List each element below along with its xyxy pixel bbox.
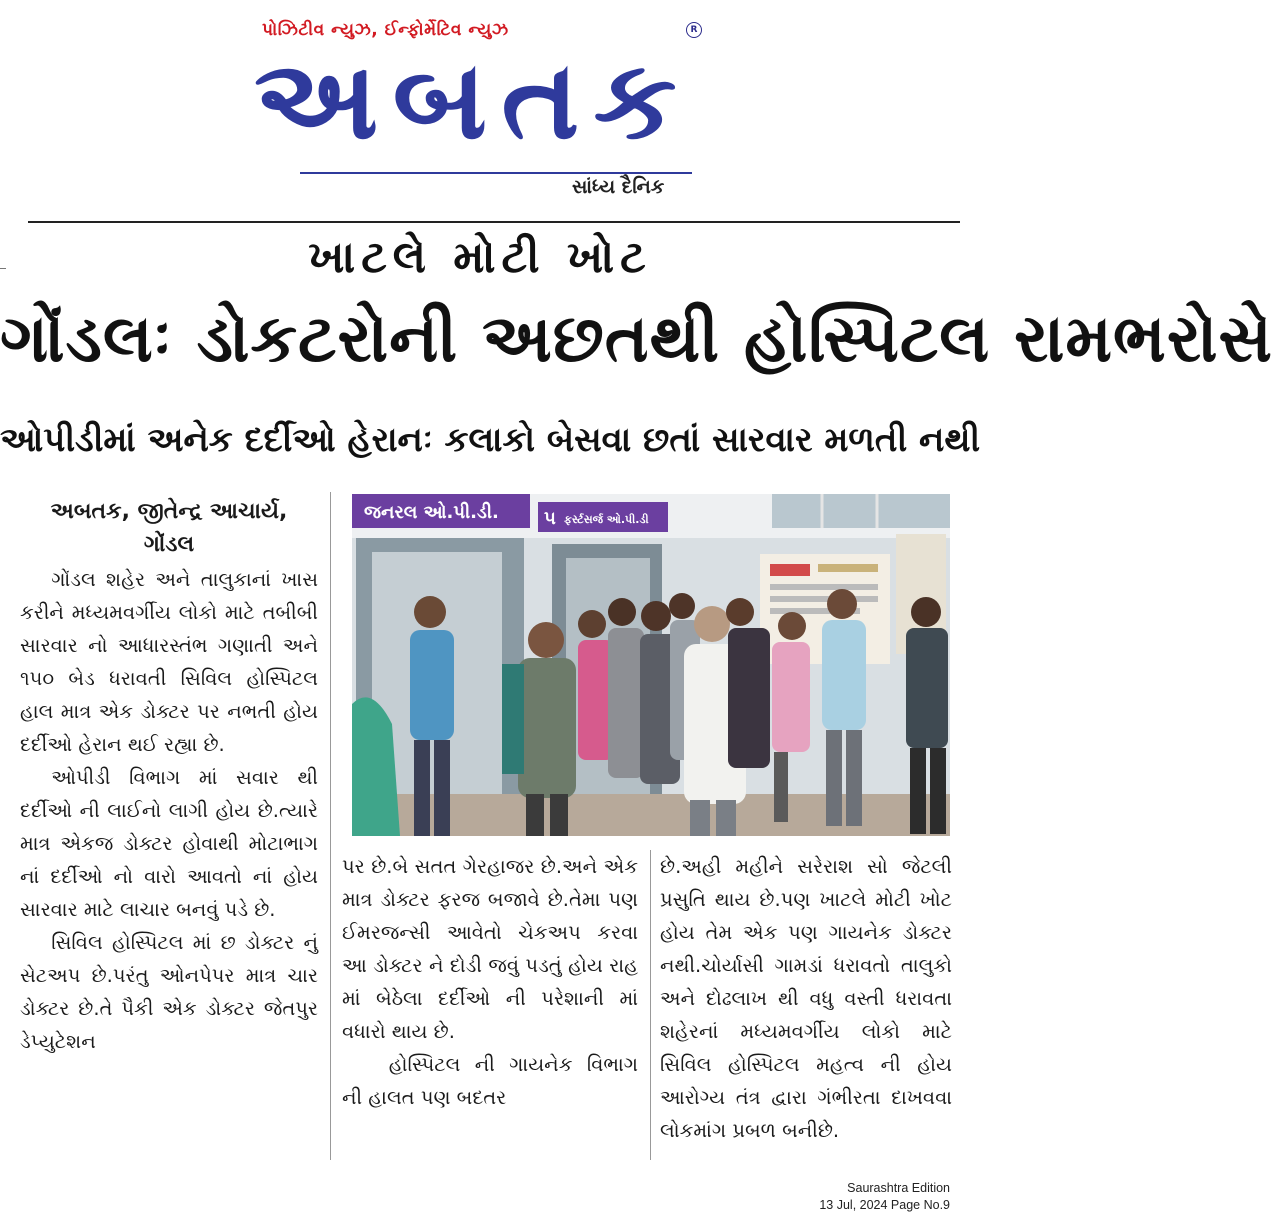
paragraph: સિવિલ હોસ્પિટલ માં છ ડોક્ટર નું સેટઅપ છે.પરંતુ ઓનપેપર માત્ર ચાર ડોક્ટર છે.તે પૈકી એક ડોક્ટર જેતપુર ડેપ્યુટેશન [20, 931, 318, 1053]
kicker: ખાટલે મોટી ખોટ [308, 232, 652, 283]
paragraph: ઓપીડી વિભાગ માં સવાર થી દર્દીઓ ની લાઈનો લાગી હોય છે.ત્યારે માત્ર એકજ ડોક્ટર હોવાથી મોટાભાગ નાં દર્દીઓ નો વારો આવતો નાં હોય સારવાર માટે લાચાર બનવું પડે છે. [20, 766, 318, 921]
top-divider [28, 221, 960, 223]
sign-number: ૫ [544, 508, 556, 529]
subheadline: ઓપીડીમાં અનેક દર્દીઓ હેરાનઃ કલાકો બેસવા છતાં સારવાર મળતી નથી [0, 420, 981, 460]
logo-underline [300, 172, 692, 174]
registered-mark-icon: R [686, 22, 702, 38]
sub-brand: સાંધ્ય દૈનિક [572, 176, 665, 198]
paragraph: ગોંડલ શહેર અને તાલુકાનાં ખાસ કરીને મધ્યમવર્ગીય લોકો માટે તબીબી સારવાર નો આધારસ્તંભ ગણાતી અને ૧૫૦ બેડ ધરાવતી સિવિલ હોસ્પિટલ હાલ માત્ર એક ડોક્ટર પર નભતી હોય દર્દીઓ હેરાન થઈ રહ્યા છે. [20, 568, 318, 756]
sign-general-opd: જનરલ ઓ.પી.ડી. [364, 502, 499, 523]
column-divider [330, 492, 331, 1160]
newspaper-logo: અબતક [254, 36, 691, 164]
edition-name: Saurashtra Edition [847, 1181, 950, 1195]
article-column-3 [660, 850, 952, 1147]
headline: ગોંડલઃ ડોકટરોની અછતથી હોસ્પિટલ રામભરોસે [0, 300, 1273, 377]
article-column-2 [342, 850, 638, 1114]
article-column-1 [20, 495, 318, 1058]
sign-surgery-opd: ફર્સ્ટસર્જ ઓ.પી.ડી [564, 513, 649, 526]
masthead [0, 0, 960, 222]
byline-location: ગોંડલ [143, 532, 195, 557]
paragraph: પર છે.બે સતત ગેરહાજર છે.અને એક માત્ર ડોક્ટર ફરજ બજાવે છે.તેમા પણ ઈમરજન્સી આવેતો ચેકઅપ કરવા આ ડોક્ટર ને દોડી જવું પડતું હોય રાહ માં બેઠેલા દર્દીઓ ની પરેશાની માં વધારો થાય છે. [342, 855, 638, 1043]
paragraph: છે.અહી મહીને સરેરાશ સો જેટલી પ્રસુતિ થાય છે.પણ ખાટલે મોટી ખોટ હોય તેમ એક પણ ગાયનેક ડોક્ટર નથી.ચોર્યાસી ગામડાં ધરાવતો તાલુકો અને દોઢલાખ થી વધુ વસ્તી ધરાવતા શહેરનાં મધ્યમવર્ગીય લોકો માટે સિવિલ હોસ્પિટલ મહત્વ ની હોય આરોગ્ય તંત્ર દ્વારા ગંભીરતા દાખવવા લોકમાંગ પ્રબળ બનીછે. [660, 855, 952, 1142]
edition-date-page: 13 Jul, 2024 Page No.9 [819, 1198, 950, 1212]
paragraph: હોસ્પિટલ ની ગાયનેક વિભાગ ની હાલત પણ બદતર [342, 1053, 638, 1109]
news-photo [352, 494, 950, 836]
edition-footer [819, 1180, 950, 1214]
byline [20, 495, 318, 561]
column-divider [650, 850, 651, 1160]
tagline: પોઝિટીવ ન્યુઝ, ઈન્ફોર્મેટિવ ન્યુઝ [262, 20, 509, 40]
byline-author: અબતક, જીતેન્દ્ર આચાર્ય, [50, 499, 288, 524]
